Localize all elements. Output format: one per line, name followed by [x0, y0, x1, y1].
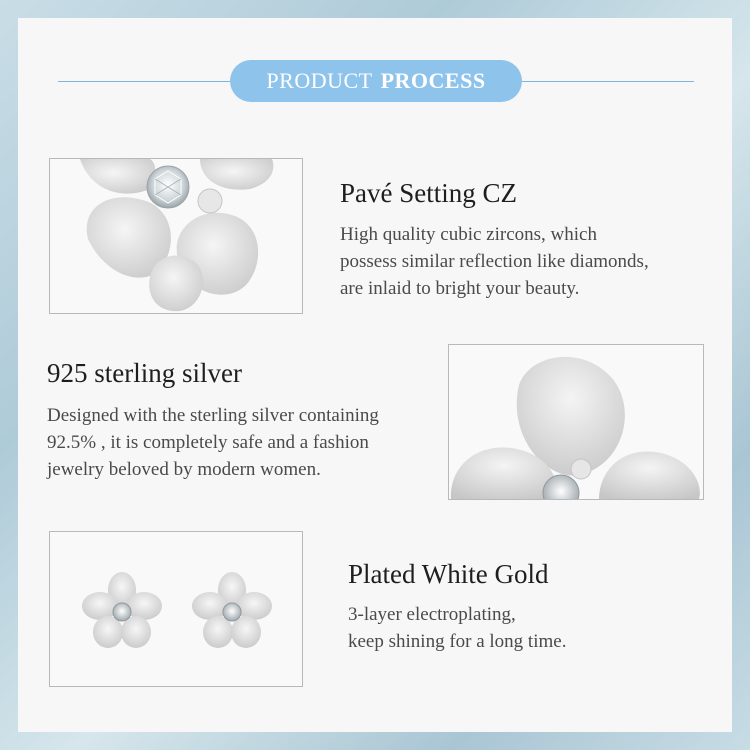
section-1-line: are inlaid to bright your beauty. [340, 278, 580, 299]
header-rule-right [522, 81, 694, 82]
section-3-line: keep shining for a long time. [348, 631, 567, 652]
header-badge [230, 60, 522, 102]
section-2-description [47, 402, 379, 483]
earrings-pair-icon [50, 532, 302, 686]
section-2-title: 925 sterling silver [47, 358, 242, 388]
content-panel [18, 18, 732, 732]
section-2-line: Designed with the sterling silver containing [47, 405, 379, 426]
section-2-line: jewelry beloved by modern women. [47, 459, 321, 480]
header-rule-left [58, 81, 230, 82]
section-1-line: High quality cubic zircons, which [340, 224, 597, 245]
flower-petal-icon [449, 345, 703, 499]
section-3-line: 3-layer electroplating, [348, 604, 516, 625]
flower-closeup-icon [50, 159, 302, 313]
image-plated-white-gold [49, 531, 303, 687]
section-1-title: Pavé Setting CZ [340, 178, 517, 208]
section-1-description [340, 221, 649, 302]
header-title-bold: PROCESS [380, 68, 486, 93]
section-3-title: Plated White Gold [348, 559, 549, 589]
image-sterling-silver [448, 344, 704, 500]
header-title-light: PRODUCT [266, 68, 373, 93]
section-3-description [348, 601, 566, 655]
section-1-line: possess similar reflection like diamonds, [340, 251, 649, 272]
image-pave-setting [49, 158, 303, 314]
section-2-line: 92.5% , it is completely safe and a fashion [47, 432, 369, 453]
